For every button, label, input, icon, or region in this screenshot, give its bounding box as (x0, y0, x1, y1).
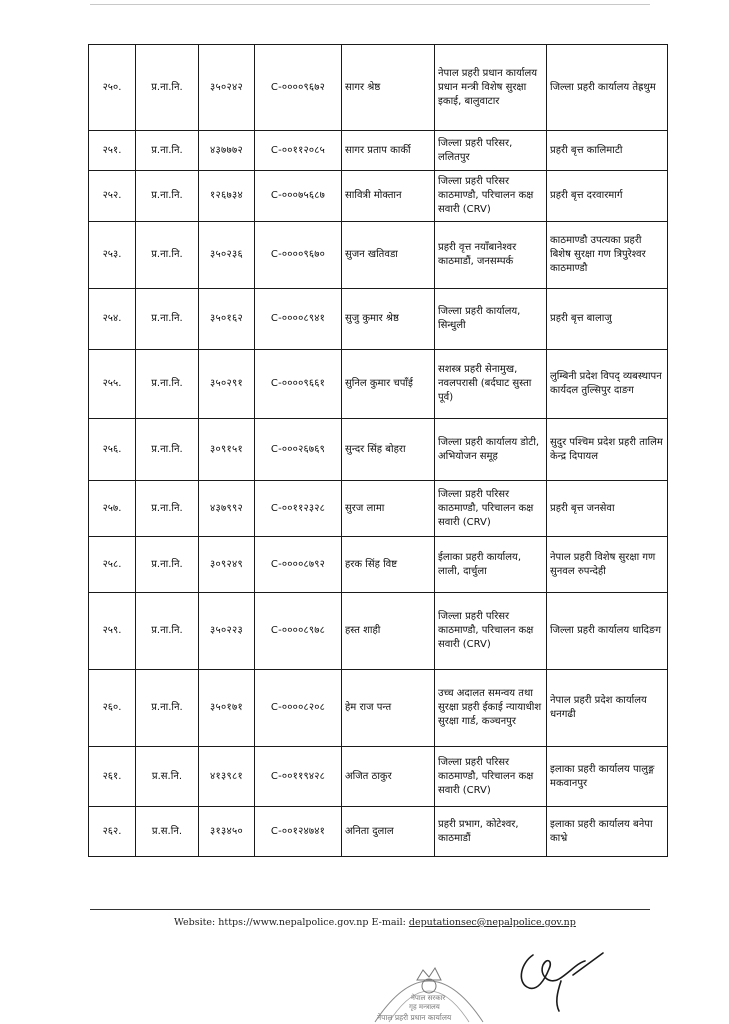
employee-id: ४३७९९२ (199, 481, 255, 537)
officer-name: सुजन खतिवडा (342, 222, 435, 289)
new-office: नेपाल प्रहरी प्रदेश कार्यालय धनगढी (547, 670, 668, 747)
employee-id: ३५०१६२ (199, 289, 255, 350)
current-office: उच्च अदालत समन्वय तथा सुरक्षा प्रहरी ईकाई न्यायाधीश सुरक्षा गार्ड, कञ्चनपुर (435, 670, 547, 747)
officer-name: सागर प्रताप कार्की (342, 131, 435, 171)
office-seal-stamp (365, 950, 493, 1024)
serial-number: २५८. (89, 537, 136, 593)
table-row (89, 45, 668, 131)
seal-text-line1: नेपाल सरकार (411, 994, 446, 1002)
website-link[interactable]: https://www.nepalpolice.gov.np (218, 917, 369, 928)
new-office: जिल्ला प्रहरी कार्यालय तेह्रथुम (547, 45, 668, 131)
code-number: C-००११२३२८ (255, 481, 342, 537)
code-number: C-००११२०८५ (255, 131, 342, 171)
new-office: इलाका प्रहरी कार्यालय बनेपा काभ्रे (547, 807, 668, 857)
serial-number: २६०. (89, 670, 136, 747)
code-number: C-००००८९७८ (255, 593, 342, 670)
code-number: C-००१२४७४१ (255, 807, 342, 857)
employee-id: ४१३९८१ (199, 747, 255, 807)
new-office: सुदुर पश्चिम प्रदेश प्रहरी तालिम केन्द्र दिपायल (547, 419, 668, 481)
code-number: C-००००९६६१ (255, 350, 342, 419)
employee-id: ३०९१५१ (199, 419, 255, 481)
serial-number: २५४. (89, 289, 136, 350)
officer-name: सागर श्रेष्ठ (342, 45, 435, 131)
table-row (89, 350, 668, 419)
code-number: C-००११९४२८ (255, 747, 342, 807)
rank: प्र.ना.नि. (136, 222, 199, 289)
table-row (89, 593, 668, 670)
seal-text-line3: नेपाल प्रहरी प्रधान कार्यालय (377, 1013, 452, 1022)
new-office: प्रहरी बृत्त जनसेवा (547, 481, 668, 537)
current-office: जिल्ला प्रहरी परिसर काठमाण्डौ, परिचालन कक्ष सवारी (CRV) (435, 171, 547, 222)
code-number: C-०००२६७६९ (255, 419, 342, 481)
current-office: जिल्ला प्रहरी परिसर काठमाण्डौ, परिचालन कक्ष सवारी (CRV) (435, 593, 547, 670)
table-row (89, 222, 668, 289)
table-row (89, 747, 668, 807)
website-label: Website: (174, 917, 216, 928)
current-office: प्रहरी वृत्त नयाँबानेश्वर काठमाडौं, जनसम्पर्क (435, 222, 547, 289)
table-row (89, 171, 668, 222)
officer-name: सुजु कुमार श्रेष्ठ (342, 289, 435, 350)
officer-name: हरक सिंह विष्ट (342, 537, 435, 593)
current-office: जिल्ला प्रहरी परिसर काठमाण्डौ, परिचालन कक्ष सवारी (CRV) (435, 747, 547, 807)
new-office: प्रहरी बृत्त कालिमाटी (547, 131, 668, 171)
serial-number: २६२. (89, 807, 136, 857)
email-link[interactable]: deputationsec@nepalpolice.gov.np (408, 917, 576, 928)
current-office: सशस्त्र प्रहरी सेनामुख, नवलपरासी (बर्दघाट सुस्ता पूर्व) (435, 350, 547, 419)
employee-id: ३१३४५० (199, 807, 255, 857)
signature (503, 935, 613, 1015)
table-row (89, 289, 668, 350)
emblem-icon (417, 968, 441, 993)
officer-name: सुन्दर सिंह बोहरा (342, 419, 435, 481)
new-office: लुम्बिनी प्रदेश विपद् व्यबस्थापन कार्यदल तुल्सिपुर दाङग (547, 350, 668, 419)
code-number: C-००००८९४१ (255, 289, 342, 350)
officer-name: सुनिल कुमार चपाँई (342, 350, 435, 419)
rank: प्र.ना.नि. (136, 481, 199, 537)
employee-id: ३५०२२३ (199, 593, 255, 670)
officer-name: सुरज लामा (342, 481, 435, 537)
current-office: ईलाका प्रहरी कार्यालय, लाली, दार्चुला (435, 537, 547, 593)
rank: प्र.ना.नि. (136, 670, 199, 747)
rank: प्र.ना.नि. (136, 45, 199, 131)
officer-name: हस्त शाही (342, 593, 435, 670)
transfer-table (88, 44, 668, 857)
current-office: प्रहरी प्रभाग, कोटेश्वर, काठमाडौं (435, 807, 547, 857)
serial-number: २५५. (89, 350, 136, 419)
employee-id: ४३७७७२ (199, 131, 255, 171)
new-office: नेपाल प्रहरी विशेष सुरक्षा गण सुनवल रुपन्देही (547, 537, 668, 593)
table-row (89, 481, 668, 537)
current-office: जिल्ला प्रहरी परिसर काठमाण्डौ, परिचालन कक्ष सवारी (CRV) (435, 481, 547, 537)
serial-number: २५१. (89, 131, 136, 171)
rank: प्र.ना.नि. (136, 350, 199, 419)
footer-divider (90, 909, 650, 910)
rank: प्र.ना.नि. (136, 419, 199, 481)
current-office: नेपाल प्रहरी प्रधान कार्यालय प्रधान मन्त्री विशेष सुरक्षा इकाई, बालुवाटार (435, 45, 547, 131)
employee-id: ३५०२९१ (199, 350, 255, 419)
table-row (89, 670, 668, 747)
current-office: जिल्ला प्रहरी कार्यालय डोटी, अभियोजन समूह (435, 419, 547, 481)
rank: प्र.ना.नि. (136, 593, 199, 670)
rank: प्र.स.नि. (136, 807, 199, 857)
top-edge-line (90, 4, 650, 5)
officer-name: अनिता दुलाल (342, 807, 435, 857)
new-office: प्रहरी बृत्त बालाजु (547, 289, 668, 350)
rank: प्र.ना.नि. (136, 171, 199, 222)
serial-number: २५३. (89, 222, 136, 289)
new-office: इलाका प्रहरी कार्यालय पालुङ्ग मकवानपुर (547, 747, 668, 807)
serial-number: २५७. (89, 481, 136, 537)
rank: प्र.ना.नि. (136, 289, 199, 350)
employee-id: १२६७३४ (199, 171, 255, 222)
rank: प्र.ना.नि. (136, 537, 199, 593)
officer-name: हेम राज पन्त (342, 670, 435, 747)
employee-id: ३५०२४२ (199, 45, 255, 131)
code-number: C-०००७५६८७ (255, 171, 342, 222)
serial-number: २५२. (89, 171, 136, 222)
officer-name: अजित ठाकुर (342, 747, 435, 807)
serial-number: २५०. (89, 45, 136, 131)
new-office: काठमाण्डौ उपत्यका प्रहरी बिशेष सुरक्षा गण त्रिपुरेश्वर काठमाण्डौ (547, 222, 668, 289)
serial-number: २६१. (89, 747, 136, 807)
table-row (89, 537, 668, 593)
code-number: C-००००९६७० (255, 222, 342, 289)
serial-number: २५६. (89, 419, 136, 481)
employee-id: ३५०२३६ (199, 222, 255, 289)
rank: प्र.स.नि. (136, 747, 199, 807)
table-row (89, 419, 668, 481)
new-office: जिल्ला प्रहरी कार्यालय धादिङग (547, 593, 668, 670)
table-row (89, 131, 668, 171)
table-row (89, 807, 668, 857)
officer-name: सावित्री मोक्तान (342, 171, 435, 222)
current-office: जिल्ला प्रहरी कार्यालय, सिन्धुली (435, 289, 547, 350)
employee-id: ३०९२४९ (199, 537, 255, 593)
footer-contact (174, 917, 594, 928)
current-office: जिल्ला प्रहरी परिसर, ललितपुर (435, 131, 547, 171)
employee-id: ३५०१७१ (199, 670, 255, 747)
code-number: C-००००८७९२ (255, 537, 342, 593)
serial-number: २५९. (89, 593, 136, 670)
rank: प्र.ना.नि. (136, 131, 199, 171)
new-office: प्रहरी बृत्त दरवारमार्ग (547, 171, 668, 222)
code-number: C-००००८२०८ (255, 670, 342, 747)
email-label: E-mail: (371, 917, 406, 928)
code-number: C-००००९६७२ (255, 45, 342, 131)
seal-text-line2: गृह मन्त्रालय (409, 1003, 440, 1011)
